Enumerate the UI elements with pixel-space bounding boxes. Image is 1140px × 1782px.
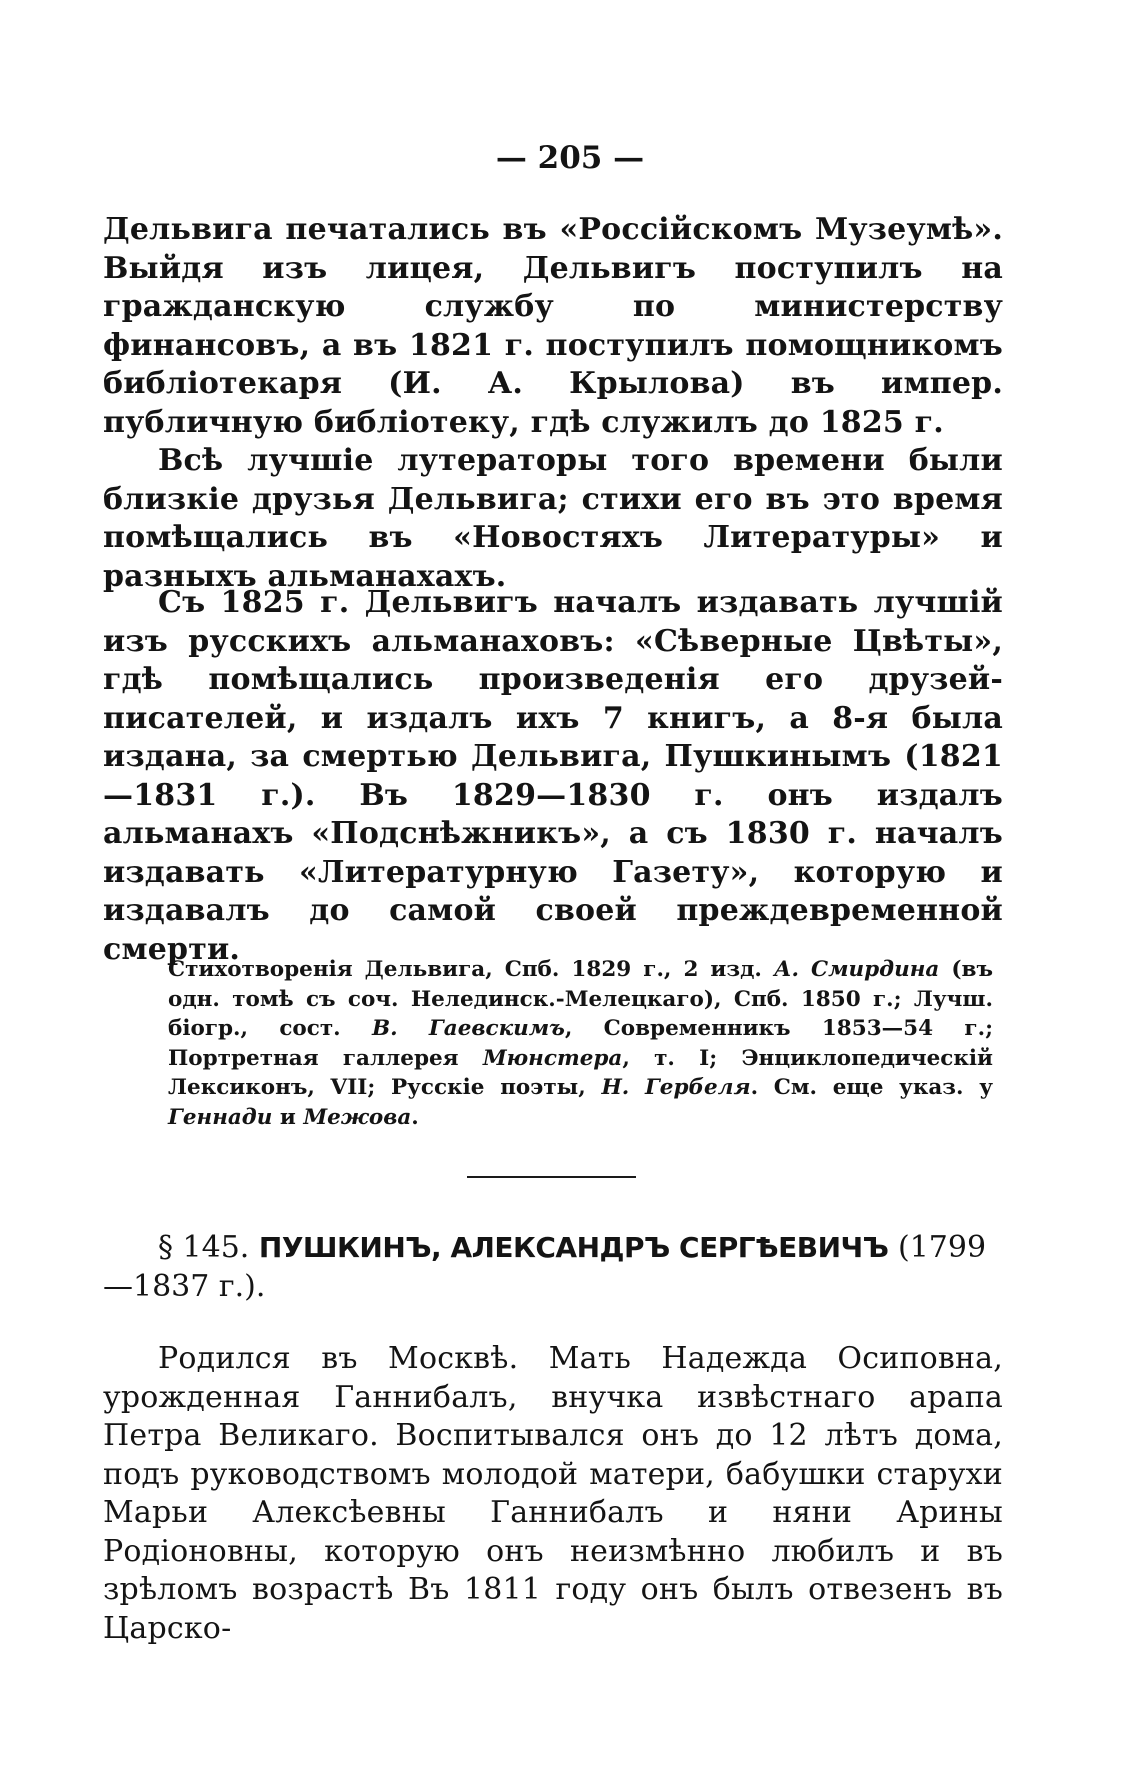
section-number: § 145. [158, 1230, 250, 1265]
bibliography-text: и [272, 1104, 304, 1130]
section-heading [103, 1228, 1003, 1306]
section-title: ПУШКИНЪ, АЛЕКСАНДРЪ СЕРГѢЕВИЧЪ [258, 1231, 889, 1264]
bibliography-author: Геннади [168, 1104, 273, 1130]
bibliography-note [168, 955, 993, 1132]
bibliography-text: , т. I; Энциклопедическій Лексиконъ, VII; Русскіе поэты, [168, 1045, 993, 1100]
bibliography-text: (въ одн. томѣ съ соч. Нелединск.-Мелецкаго), Спб. 1850 г.; Лучш. біогр., сост. [168, 957, 993, 1041]
paragraph-pushkin-childhood: Родился въ Москвѣ. Мать Надежда Осиповна, урожденная Ганнибалъ, внучка извѣстнаго арапа Петра Великаго. Воспитывался онъ до 12 лѣтъ дома, подъ руководствомъ молодой матери, бабушки старухи Марьи Алексѣевны Ганнибалъ и няни Арины Родіоновны, которую онъ неизмѣнно любилъ и въ зрѣломъ возрастѣ Въ 1811 году онъ былъ отвезенъ въ Царско- [103, 1341, 1003, 1646]
paragraph-delvig-almanacs: Съ 1825 г. Дельвигъ началъ издавать лучшій изъ русскихъ альманаховъ: «Сѣверные Цвѣты», гдѣ помѣщались произведенія его друзей-писателей, и издалъ ихъ 7 книгъ, а 8-я была издана, за смертью Дельвига, Пушкинымъ (1821—1831 г.). Въ 1829—1830 г. онъ издалъ альманахъ «Подснѣжникъ», а съ 1830 г. началъ издавать «Литературную Газету», которую и издавалъ до самой своей преждевременной смерти. [103, 585, 1003, 967]
page-number: — 205 — [495, 140, 645, 176]
paragraph-delvig-friends: Всѣ лучшіе лутераторы того времени были близкіе друзья Дельвига; стихи его въ это время помѣщались въ «Новостяхъ Литературы» и разныхъ альманахахъ. [103, 443, 1003, 594]
bibliography-text: Стихотворенія Дельвига, Спб. 1829 г., 2 изд. [168, 957, 774, 982]
section-years: (1799—1837 г.). [103, 1230, 987, 1304]
bibliography-author: А. Смирдина [773, 957, 940, 982]
bibliography-author: Межова [303, 1104, 412, 1130]
bibliography-author: Мюнстера [482, 1045, 623, 1071]
bibliography-author: В. Гаевскимъ [371, 1016, 565, 1041]
paragraph-delvig-service: Дельвига печатались въ «Россійскомъ Музеумѣ». Выйдя изъ лицея, Дельвигъ поступилъ на гражданскую службу по министерству финансовъ, а въ 1821 г. поступилъ помощникомъ библіотекаря (И. А. Крылова) въ импер. публичную библіотеку, гдѣ служилъ до 1825 г. [103, 212, 1003, 440]
bibliography-author: Н. Гербеля [601, 1075, 751, 1100]
bibliography-text: , Современникъ 1853—54 г.; Портретная галлерея [168, 1016, 994, 1071]
bibliography-text: . [411, 1104, 419, 1130]
section-divider [467, 1176, 636, 1178]
bibliography-text: . См. еще указ. у [750, 1075, 993, 1100]
